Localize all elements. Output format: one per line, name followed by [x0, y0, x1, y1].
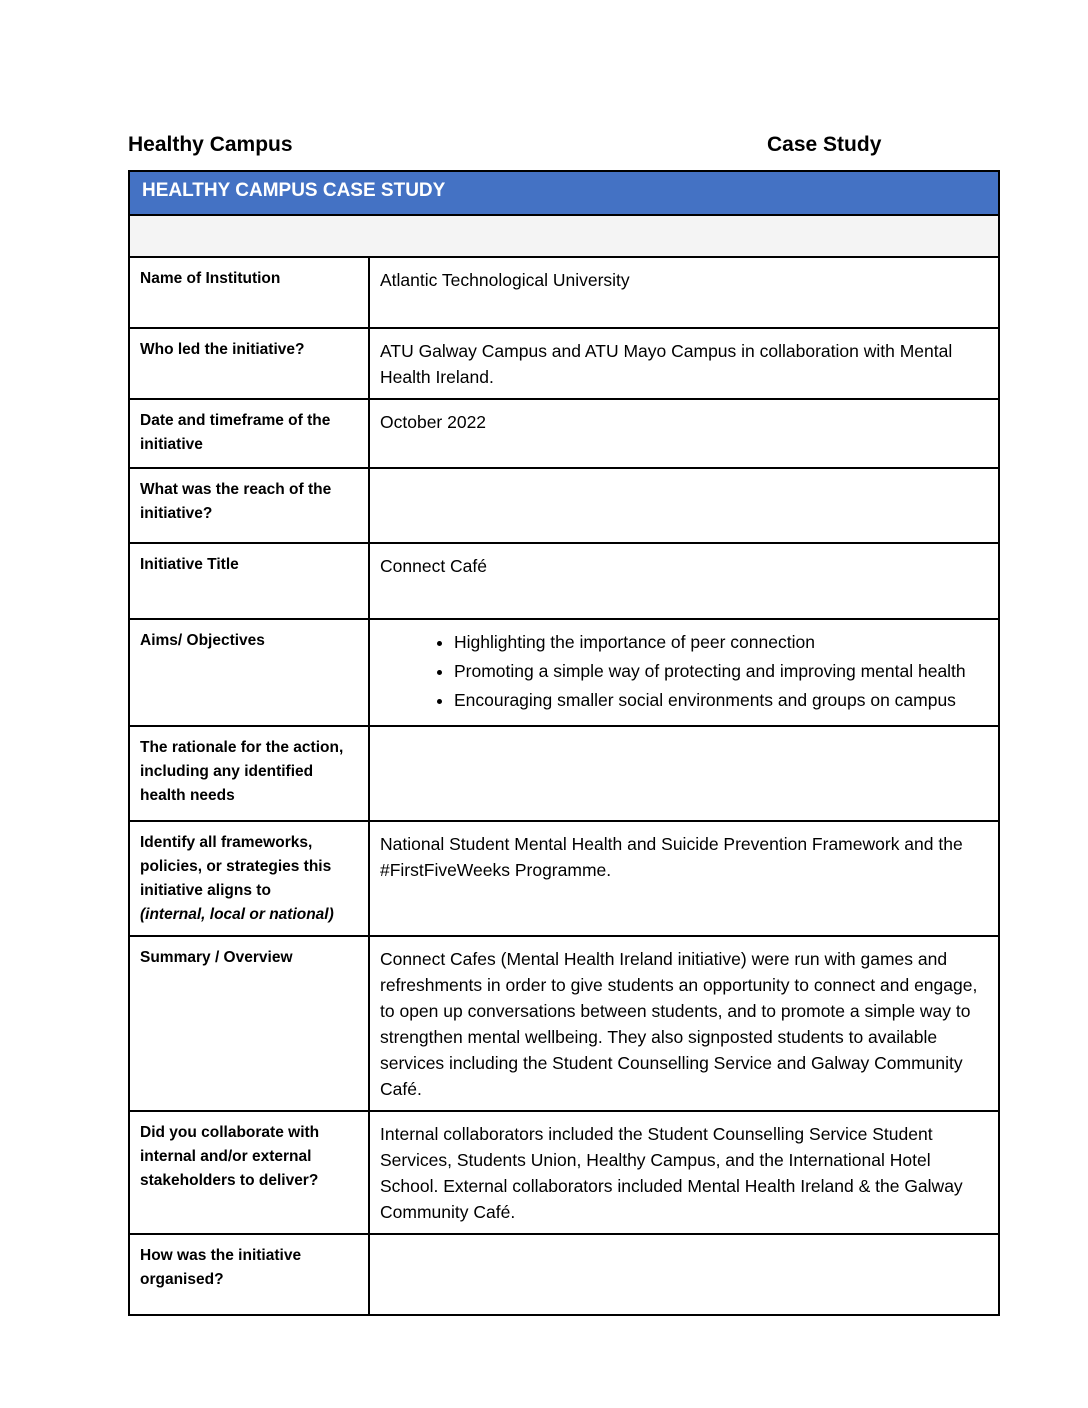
row-value: Internal collaborators included the Student Counselling Service Student Services, Students Union, Healthy Campus, and the International Hotel School. External collaborators included Mental Health Ireland & the Galway Community Café.	[369, 1111, 999, 1234]
row-label-text: Initiative Title	[140, 556, 239, 573]
row-label	[129, 936, 369, 1111]
row-label-note: (internal, local or national)	[140, 906, 334, 923]
row-label-text: Did you collaborate with internal and/or external stakeholders to deliver?	[140, 1124, 320, 1189]
row-label-text: What was the reach of the initiative?	[140, 481, 332, 522]
row-label	[129, 726, 369, 821]
row-label-text: Summary / Overview	[140, 949, 293, 966]
row-label-text: Who led the initiative?	[140, 341, 305, 358]
objective-item: • Highlighting the importance of peer connection	[454, 629, 985, 655]
objective-item: • Promoting a simple way of protecting and improving mental health	[454, 658, 985, 684]
row-label	[129, 619, 369, 726]
table-row	[129, 1111, 999, 1234]
table-title-row	[129, 171, 999, 215]
table-row	[129, 543, 999, 619]
row-label-text: The rationale for the action, including any identified health needs	[140, 739, 344, 804]
table-row	[129, 936, 999, 1111]
objectives-list	[380, 629, 985, 713]
document-header-left: Healthy Campus	[128, 133, 293, 156]
row-label	[129, 821, 369, 936]
row-value	[369, 1234, 999, 1315]
row-label-text: Date and timeframe of the initiative	[140, 412, 331, 453]
table-row	[129, 619, 999, 726]
row-value: Atlantic Technological University	[369, 257, 999, 328]
table-title: HEALTHY CAMPUS CASE STUDY	[129, 171, 999, 215]
row-value: Connect Cafes (Mental Health Ireland initiative) were run with games and refreshments in order to give students an opportunity to connect and engage, to open up conversations between students, and to promote a simple way to strengthen mental wellbeing. They also signposted students to available services including the Student Counselling Service and Galway Community Café.	[369, 936, 999, 1111]
row-label-text: Aims/ Objectives	[140, 632, 265, 649]
table-row	[129, 1234, 999, 1315]
table-subheader-row	[129, 215, 999, 257]
row-label-text: Name of Institution	[140, 270, 281, 287]
table-row	[129, 257, 999, 328]
row-label	[129, 543, 369, 619]
row-value	[369, 468, 999, 543]
row-label	[129, 257, 369, 328]
table-subheader-empty-cell	[129, 215, 999, 257]
row-value: National Student Mental Health and Suicide Prevention Framework and the #FirstFiveWeeks Programme.	[369, 821, 999, 936]
row-label	[129, 1111, 369, 1234]
case-study-table	[128, 170, 1000, 1316]
table-row	[129, 328, 999, 399]
document-header-right: Case Study	[767, 133, 882, 156]
table-row	[129, 399, 999, 468]
table-row	[129, 726, 999, 821]
row-label	[129, 328, 369, 399]
row-label-text: How was the initiative organised?	[140, 1247, 302, 1288]
row-value: October 2022	[369, 399, 999, 468]
row-value	[369, 726, 999, 821]
row-label-text: Identify all frameworks, policies, or strategies this initiative aligns to	[140, 834, 332, 899]
table-row	[129, 468, 999, 543]
row-value: Connect Café	[369, 543, 999, 619]
objective-item: • Encouraging smaller social environments and groups on campus	[454, 687, 985, 713]
row-value	[369, 619, 999, 726]
row-value: ATU Galway Campus and ATU Mayo Campus in collaboration with Mental Health Ireland.	[369, 328, 999, 399]
row-label	[129, 399, 369, 468]
table-row	[129, 821, 999, 936]
row-label	[129, 1234, 369, 1315]
row-label	[129, 468, 369, 543]
